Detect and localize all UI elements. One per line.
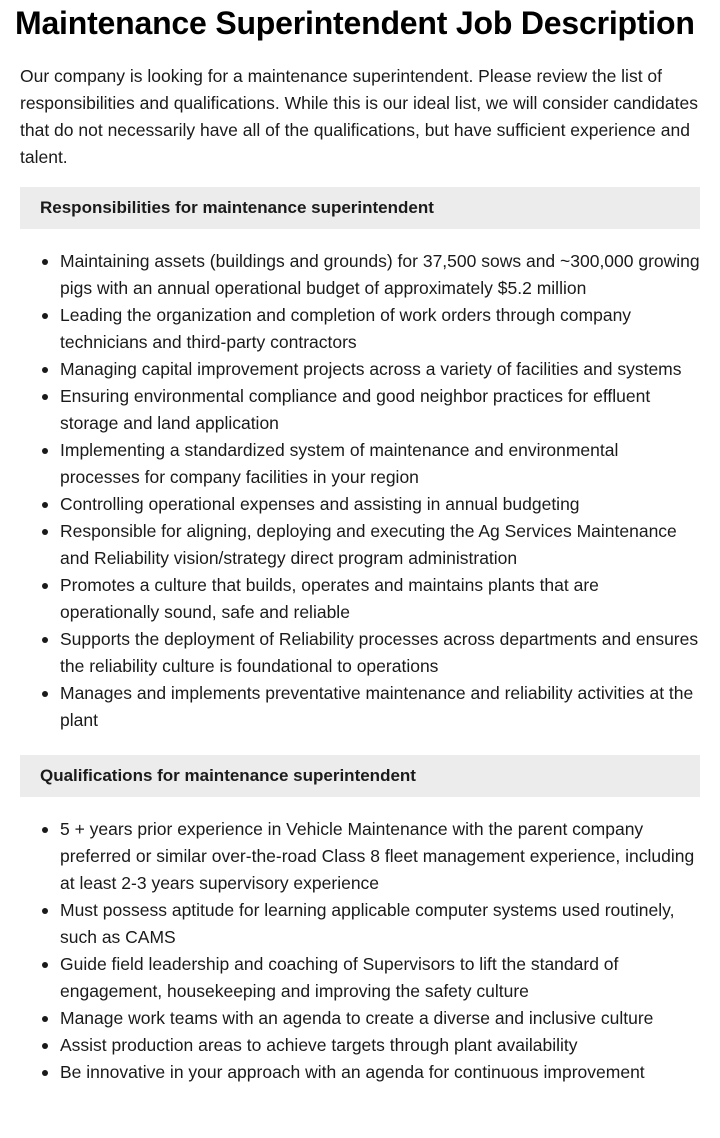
list-item: Controlling operational expenses and assisting in annual budgeting — [60, 491, 700, 518]
qualifications-heading: Qualifications for maintenance superintendent — [20, 755, 700, 797]
list-item: Promotes a culture that builds, operates and maintains plants that are operationally sound, safe and reliable — [60, 572, 700, 626]
qualifications-list — [20, 816, 700, 1086]
list-item: Assist production areas to achieve targets through plant availability — [60, 1032, 700, 1059]
list-item: Manages and implements preventative maintenance and reliability activities at the plant — [60, 680, 700, 734]
list-item: Guide field leadership and coaching of Supervisors to lift the standard of engagement, housekeeping and improving the safety culture — [60, 951, 700, 1005]
list-item: Be innovative in your approach with an agenda for continuous improvement — [60, 1059, 700, 1086]
list-item: Must possess aptitude for learning applicable computer systems used routinely, such as CAMS — [60, 897, 700, 951]
list-item: Managing capital improvement projects across a variety of facilities and systems — [60, 356, 700, 383]
list-item: Leading the organization and completion of work orders through company technicians and third-party contractors — [60, 302, 700, 356]
responsibilities-heading: Responsibilities for maintenance superintendent — [20, 187, 700, 229]
list-item: Maintaining assets (buildings and grounds) for 37,500 sows and ~300,000 growing pigs with an annual operational budget of approximately $5.2 million — [60, 248, 700, 302]
responsibilities-list — [20, 248, 700, 734]
list-item: 5 + years prior experience in Vehicle Maintenance with the parent company preferred or similar over-the-road Class 8 fleet management experience, including at least 2-3 years supervisory experience — [60, 816, 700, 897]
list-item: Supports the deployment of Reliability processes across departments and ensures the reliability culture is foundational to operations — [60, 626, 700, 680]
intro-paragraph: Our company is looking for a maintenance superintendent. Please review the list of responsibilities and qualifications. While this is our ideal list, we will consider candidates that do not necessarily have all of the qualifications, but have sufficient experience and talent. — [20, 66, 698, 167]
list-item: Responsible for aligning, deploying and executing the Ag Services Maintenance and Reliability vision/strategy direct program administration — [60, 518, 700, 572]
list-item: Implementing a standardized system of maintenance and environmental processes for company facilities in your region — [60, 437, 700, 491]
page-title: Maintenance Superintendent Job Description — [15, 5, 695, 41]
list-item: Manage work teams with an agenda to create a diverse and inclusive culture — [60, 1005, 700, 1032]
list-item: Ensuring environmental compliance and good neighbor practices for effluent storage and land application — [60, 383, 700, 437]
